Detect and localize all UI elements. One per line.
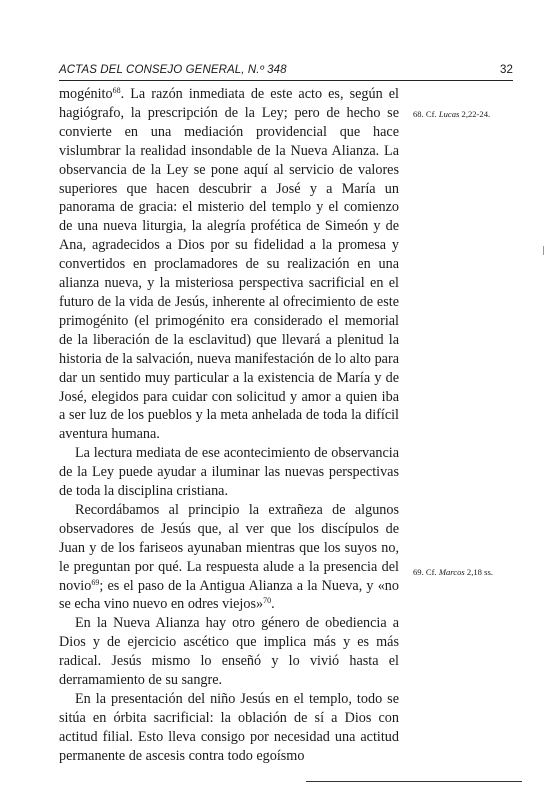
margin-note-69: 69. Cf. Marcos 2,18 ss. xyxy=(413,567,493,577)
footnote-ref-70: 70 xyxy=(263,596,272,606)
scan-mark xyxy=(543,246,544,255)
page-number: 32 xyxy=(500,64,513,76)
footer-rule xyxy=(306,781,522,782)
margin-note-68: 68. Cf. Lucas 2,22-24. xyxy=(413,109,491,119)
paragraph-4: En la Nueva Alianza hay otro género de obediencia a Dios y de ejercicio ascético que implica más y es más radical. Jesús mismo lo enseñó y lo vivió hasta el derramamiento de su sangre. xyxy=(59,615,399,689)
running-header xyxy=(59,64,513,76)
footnote-ref-68: 68 xyxy=(112,86,121,95)
header-rule xyxy=(59,80,513,81)
paragraph-1: mogénito$^{68}$. La razón inmediata de este acto es, según el hagiógrafo, la prescripción de la Ley; pero de hecho se convierte en una mediación providencial que hace vislumbrar la realidad insondable de la Nueva Alianza. La observancia de la Ley se pone aquí al servicio de valores superiores que hacen descubrir a José y a María un panorama de gracia: el misterio del templo y el comienzo de una nueva liturgia, la alegría profética de Simeón y de Ana, agradecidos a Dios por su fidelidad a la promesa y convertidos en proclamadores de su realización en una alianza nueva, y la misteriosa perspectiva sacrificial en el futuro de la vida de Jesús, inherente al ofrecimiento de este primogénito (el primogénito era considerado el memorial de la liberación de la esclavitud) que llevará a plenitud la historia de la salvación, nueva manifestación de lo alto para dar un sentido muy particular a la existencia de María y de José, elegidos para cuidar con solicitud y amor a quien iba a ser luz de los pueblos y la meta anhelada de toda la difícil aventura humana. xyxy=(59,86,399,443)
journal-title: ACTAS DEL CONSEJO GENERAL, N.º 348 xyxy=(59,64,287,76)
paragraph-2: La lectura mediata de ese acontecimiento de observancia de la Ley puede ayudar a iluminar las nuevas perspectivas de toda la disciplina cristiana. xyxy=(59,445,399,500)
paragraph-3: Recordábamos al principio la extrañeza de algunos observadores de Jesús que, al ver que los discípulos de Juan y de los fariseos ayunaban mientras que los suyos no, le preguntan por qué. La respuesta alude a la presencia del novio$^{69}$; es el paso de la Antigua Alianza a la Nueva, y «no se echa vino nuevo en odres viejos»$^{70}$. xyxy=(59,501,399,613)
paragraph-5: En la presentación del niño Jesús en el templo, todo se sitúa en órbita sacrificial: la oblación de sí a Dios con actitud filial. Esto lleva consigo por necesidad una actitud permanente de ascesis contra todo egoísmo xyxy=(59,691,399,764)
body-text xyxy=(59,85,399,766)
footnote-ref-69: 69 xyxy=(91,577,100,587)
